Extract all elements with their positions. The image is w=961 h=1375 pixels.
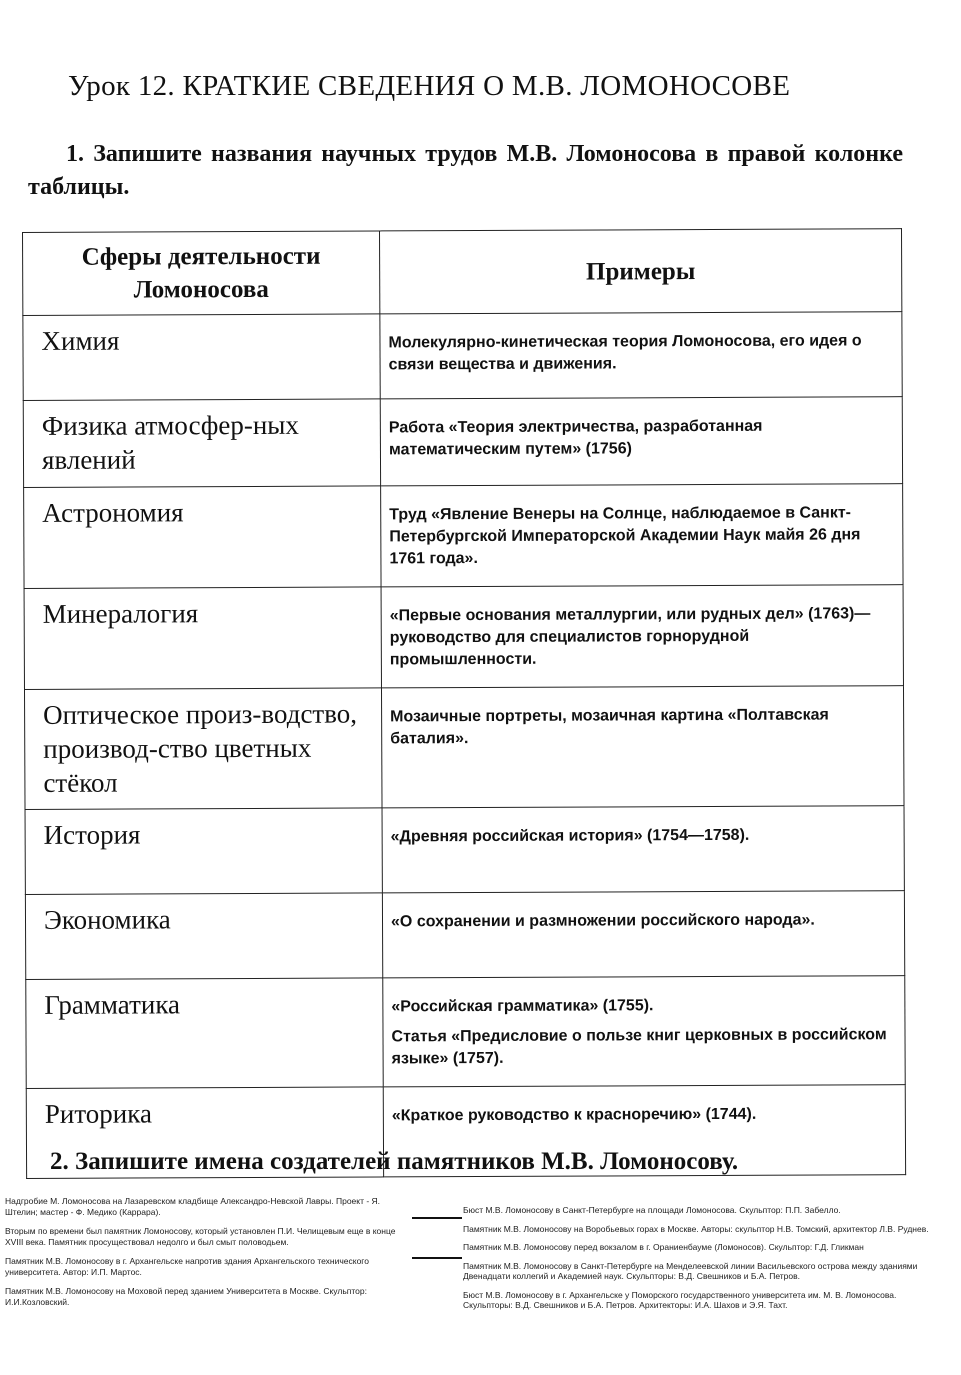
sphere-cell: Физика атмосфер-ных явлений — [23, 399, 380, 488]
example-text: Труд «Явление Венеры на Солнце, наблюдаемое в Санкт-Петербургской Императорской Академии Наук майя 26 дня 1761 года». — [389, 504, 861, 568]
sphere-cell: Грамматика — [26, 978, 383, 1089]
table-row — [24, 686, 904, 810]
monument-note: Памятник М.В. Ломоносову перед вокзалом в г. Ораниенбауме (Ломоносов). Скульптор: Г.Д. Гликман — [463, 1242, 864, 1252]
example-text: «Краткое руководство к красноречию» (1744). — [391, 1105, 757, 1125]
examples-cell — [380, 312, 902, 399]
activities-table — [22, 228, 906, 1179]
example-text: «Древняя российская история» (1754—1758). — [390, 826, 750, 846]
sphere-cell: Экономика — [25, 893, 382, 980]
lesson-title: Урок 12. КРАТКИЕ СВЕДЕНИЯ О М.В. ЛОМОНОСОВЕ — [68, 70, 791, 102]
monument-note: Памятник М.В. Ломоносову на Моховой перед зданием Университета в Москве. Скульптор: И.И.Козловский. — [5, 1286, 367, 1307]
sphere-cell: Химия — [23, 314, 380, 401]
notes-left — [5, 1196, 415, 1316]
example-text: Молекулярно-кинетическая теория Ломоносова, его идея о связи вещества и движения. — [388, 332, 862, 374]
answer-line — [412, 1217, 462, 1219]
example-text: Статья «Предисловие о пользе книг церковных в российском языке» (1757). — [391, 1026, 887, 1068]
monument-note: Вторым по времени был памятник Ломоносову, который установлен П.И. Челищевым еще в конце XVIII века. Памятник просуществовал недолго и был смыт половодьем. — [5, 1226, 396, 1247]
sphere-cell: История — [25, 808, 382, 895]
example-text: «О сохранении и размножении российского народа». — [390, 911, 815, 931]
table-row — [25, 891, 904, 980]
examples-cell — [381, 686, 904, 808]
table-row — [24, 585, 903, 690]
examples-cell — [380, 397, 902, 486]
answer-line — [412, 1257, 462, 1259]
monument-note: Памятник М.В. Ломоносову в Санкт-Петербурге на Менделеевской линии Васильевского острова между зданиями Двенадцати коллегий и Академией наук. Скульпторы: В.Д. Свешников и Б.А. Петров. — [463, 1260, 918, 1281]
table-row — [24, 484, 903, 589]
monument-note: Памятник М.В. Ломоносову в г. Архангельске напротив здания Архангельского технического университета. Автор: И.П. Мартос. — [5, 1256, 369, 1277]
monument-note: Надгробие М. Ломоносова на Лазаревском кладбище Александро-Невской Лавры. Проект - Я. Штелин; мастер - Ф. Медико (Каррара). — [5, 1196, 381, 1217]
example-text: «Первые основания металлургии, или рудных дел» (1763)— руководство для специалистов горнорудной промышленности. — [389, 605, 871, 669]
sphere-cell: Риторика — [26, 1087, 383, 1179]
examples-cell — [382, 891, 904, 978]
header-spheres: Сферы деятельности Ломоносова — [23, 231, 380, 316]
example-text: Мозаичные портреты, мозаичная картина «Полтавская баталия». — [390, 706, 829, 748]
examples-cell — [381, 585, 903, 688]
table-row — [23, 397, 902, 488]
examples-cell — [383, 976, 905, 1087]
table-row — [26, 976, 905, 1089]
task-2-instruction: 2. Запишите имена создателей памятников М.В. Ломоносову. — [50, 1148, 739, 1175]
example-text: «Российская грамматика» (1755). — [391, 997, 654, 1016]
examples-cell — [382, 806, 904, 893]
header-examples: Примеры — [379, 229, 901, 314]
monument-note: Бюст М.В. Ломоносову в Санкт-Петербурге на площади Ломоносова. Скульптор: П.П. Забелло. — [463, 1205, 841, 1215]
sphere-cell: Оптическое произ-водство, производ-ство цветных стёкол — [24, 688, 382, 810]
monument-note: Памятник М.В. Ломоносову на Воробьевых горах в Москве. Авторы: скульптор Н.В. Томский, архитектор Л.В. Руднев. — [463, 1223, 929, 1234]
table-row — [25, 806, 904, 895]
monument-note: Бюст М.В. Ломоносову в г. Архангельске у Поморского государственного университета им. М. В. Ломоносова. Скульпторы: В.Д. Свешников и Б.А. Петров. Архитекторы: И.А. Шахов и Э.Я. Тахт. — [463, 1289, 897, 1310]
example-text: Работа «Теория электричества, разработанная математическим путем» (1756) — [388, 417, 763, 459]
sphere-cell: Астрономия — [24, 486, 381, 589]
table-row — [23, 312, 902, 401]
sphere-cell: Минералогия — [24, 587, 381, 690]
examples-cell — [381, 484, 903, 587]
notes-right — [463, 1205, 938, 1319]
task-1-instruction: 1. Запишите названия научных трудов М.В. Ломоносова в правой колонке таблицы. — [28, 141, 903, 200]
